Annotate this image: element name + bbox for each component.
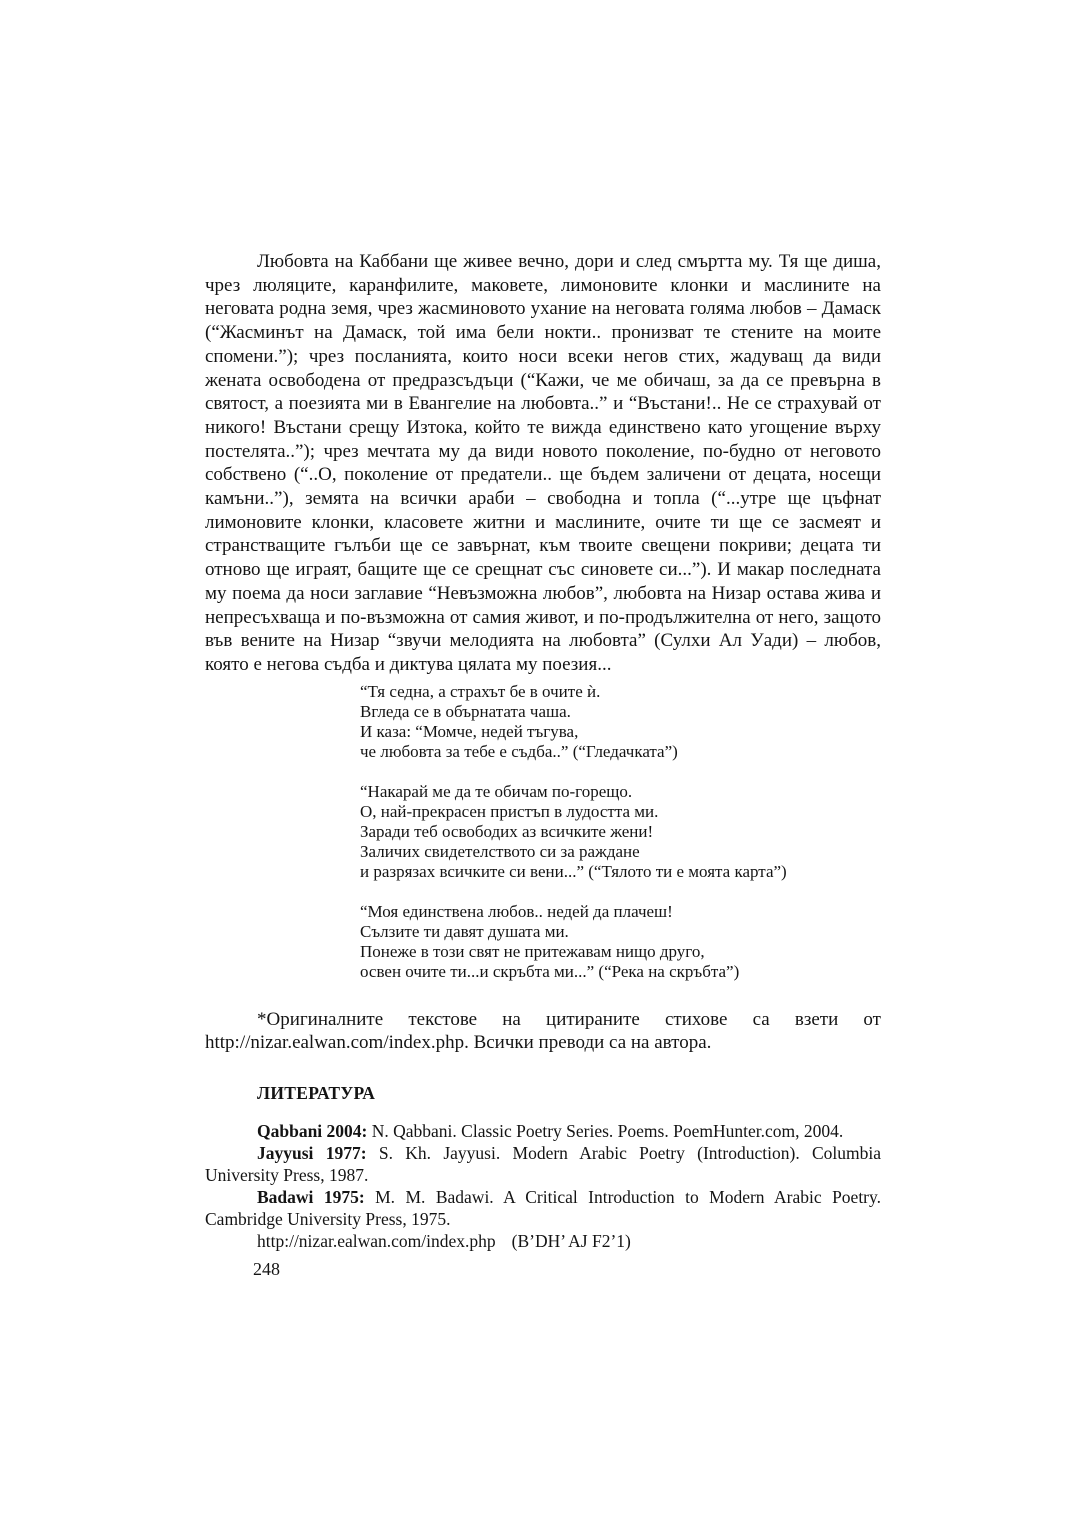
poem-line: че любовта за тебе е съдба..” (“Гледачката”) [360,741,678,761]
poem-line: И каза: “Момче, недей тъгува, [360,721,579,741]
text-block [205,250,881,1252]
bibliography-entry-text: M. M. Badawi. A Critical Introduction to Modern Arabic Poetry. Cambridge University Press, 1975. [205,1187,882,1230]
poem-quote-2 [360,782,881,882]
poem-line: “Тя седна, а страхът бе в очите ѝ. [360,681,601,701]
poem-line: Вгледа се в обърнатата чаша. [360,701,571,721]
bibliography-list [205,1120,881,1252]
bibliography-entry-label: Badawi 1975: [257,1187,365,1208]
poem-line: “Моя единствена любов.. недей да плачеш! [360,901,673,921]
main-paragraph: Любовта на Каббани ще живее вечно, дори и след смъртта му. Тя ще диша, чрез люляците, каранфилите, маковете, лимоновите клонки и маслините на неговата родна земя, чрез жасминовото ухание на неговата голяма любов – Дамаск (“Жасминът на Дамаск, той има бели нокти.. пронизват те стените на моите спомени.”); чрез посланията, които носи всеки негов стих, жадуващ да види жената освободена от предразсъдъци (“Кажи, че ме обичаш, за да се превърна в святост, а поезията ми в Евангелие на любовта..” и “Въстани!.. Не се страхувай от никого! Въстани срещу Изтока, който те вижда единствено като угощение върху постелята..”); чрез мечтата му да види новото поколение, по-будно от неговото собствено (“..О, поколение от предатели.. ще бъдем заличени от децата, носещи камъни..”), земята на всички араби – свободна и топла (“...утре ще цъфнат лимоновите клонки, класовете житни и маслините, очите ти ще се засмеят и странстващите гълъби ще се завърнат, към твоите свещени покриви; децата ти отново ще играят, бащите ще се срещнат със синовете си...”). И макар последната му поема да носи заглавие “Невъзможна любов”, любовта на Низар остава жива и непресъхваща и по-възможна от самия живот, и по-продължителна от него, защото във вените на Низар “звучи мелодията на любовта” (Сулхи Ал Уади) – любов, която е негова съдба и диктува цялата му поезия... [205,251,881,675]
poem-quote-1 [360,682,881,762]
source-url-note: (B’DH’ AJ F2’1) [511,1231,631,1252]
source-url: http://nizar.ealwan.com/index.php [257,1231,496,1252]
bibliography-entry-text: N. Qabbani. Classic Poetry Series. Poems. PoemHunter.com, 2004. [371,1121,844,1142]
bibliography-entry [205,1186,881,1230]
poem-line: Понеже в този свят не притежавам нищо друго, [360,941,705,961]
bibliography-entry [205,1142,881,1186]
bibliography-heading: ЛИТЕРАТУРА [257,1083,376,1104]
bibliography-entry-label: Jayyusi 1977: [257,1143,367,1164]
poem-quote-3 [360,902,881,982]
page-number: 248 [253,1259,280,1279]
poem-line: “Накарай ме да те обичам по-горещо. [360,781,633,801]
bibliography-entry-label: Qabbani 2004: [257,1121,368,1142]
source-footnote: *Оригиналните текстове на цитираните стихове са взети от http://nizar.ealwan.com/index.php. Всички преводи са на автора. [205,1008,881,1054]
poem-line: Сълзите ти давят душата ми. [360,921,569,941]
poem-line: О, най-прекрасен пристъп в лудостта ми. [360,801,659,821]
bibliography-entry [205,1120,881,1142]
poem-line: и разрязах всичките си вени...” (“Тялото ти е моята карта”) [360,861,787,881]
poem-line: Заличих свидетелството си за раждане [360,841,640,861]
bibliography-url-line [205,1230,881,1252]
poem-line: освен очите ти...и скръбта ми...” (“Река на скръбта”) [360,961,740,981]
poem-line: Заради теб освободих аз всичките жени! [360,821,654,841]
bibliography-entry-text: S. Kh. Jayyusi. Modern Arabic Poetry (Introduction). Columbia University Press, 1987. [205,1143,882,1186]
